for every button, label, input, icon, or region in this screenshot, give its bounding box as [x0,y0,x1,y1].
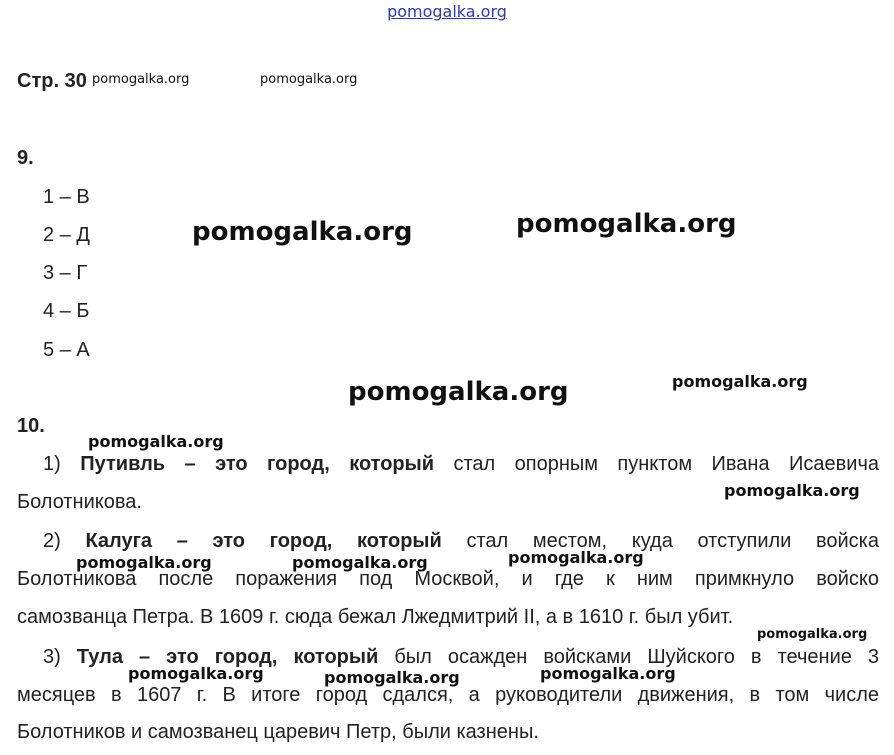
paragraph-1-num: 1) [43,453,61,475]
answer-item-1: 1 – В [43,186,90,208]
paragraph-3-line-3: Болотников и самозванец царевич Петр, были казнены. [17,721,539,743]
paragraph-2-line-3: самозванца Петра. В 1609 г. сюда бежал Лжедмитрий II, а в 1610 г. был убит. [17,606,734,628]
watermark: pomogalka.org [292,553,428,572]
paragraph-3-rest: был осажден войсками Шуйского в течение 3 [394,646,880,668]
watermark: pomogalka.org [92,72,190,87]
watermark: pomogalka.org [540,664,676,683]
watermark: pomogalka.org [757,627,868,642]
task-9-number: 9. [17,147,34,169]
paragraph-2-num: 2) [43,530,61,552]
paragraph-2-bold: Калуга – это город, который [85,530,442,552]
paragraph-1-line-2: Болотникова. [17,491,142,513]
answer-item-2: 2 – Д [43,224,90,246]
answer-item-5: 5 – А [43,339,90,361]
watermark: pomogalka.org [76,553,212,572]
watermark: pomogalka.org [672,372,808,391]
paragraph-2-line-2: Болотникова после поражения под Москвой, и где к ним примкнуло войско [17,568,879,590]
answer-item-3: 3 – Г [43,262,88,284]
paragraph-3-line-2: месяцев в 1607 г. В итоге город сдался, а руководители движения, в том числе [17,684,879,706]
watermark: pomogalka.org [724,481,860,500]
paragraph-3-bold: Тула – это город, который [76,646,379,668]
paragraph-2-line-1 [17,529,879,553]
paragraph-1-bold: Путивль – это город, который [80,453,435,475]
paragraph-1-rest: стал опорным пунктом Ивана Исаевича [453,453,879,475]
paragraph-3-num: 3) [43,646,61,668]
watermark: pomogalka.org [88,432,224,451]
watermark: pomogalka.org [508,548,644,567]
site-header-link[interactable]: pomogalka.org [387,2,507,21]
watermark: pomogalka.org [348,377,569,407]
paragraph-1-line-1 [17,452,879,476]
watermark: pomogalka.org [192,217,413,247]
paragraph-2-rest: стал местом, куда отступили войска [466,530,879,552]
answer-item-4: 4 – Б [43,300,90,322]
watermark: pomogalka.org [324,668,460,687]
watermark: pomogalka.org [128,664,264,683]
watermark: pomogalka.org [260,72,358,87]
watermark: pomogalka.org [516,209,737,239]
task-10-number: 10. [17,415,45,437]
page-title: Стр. 30 [17,70,87,92]
